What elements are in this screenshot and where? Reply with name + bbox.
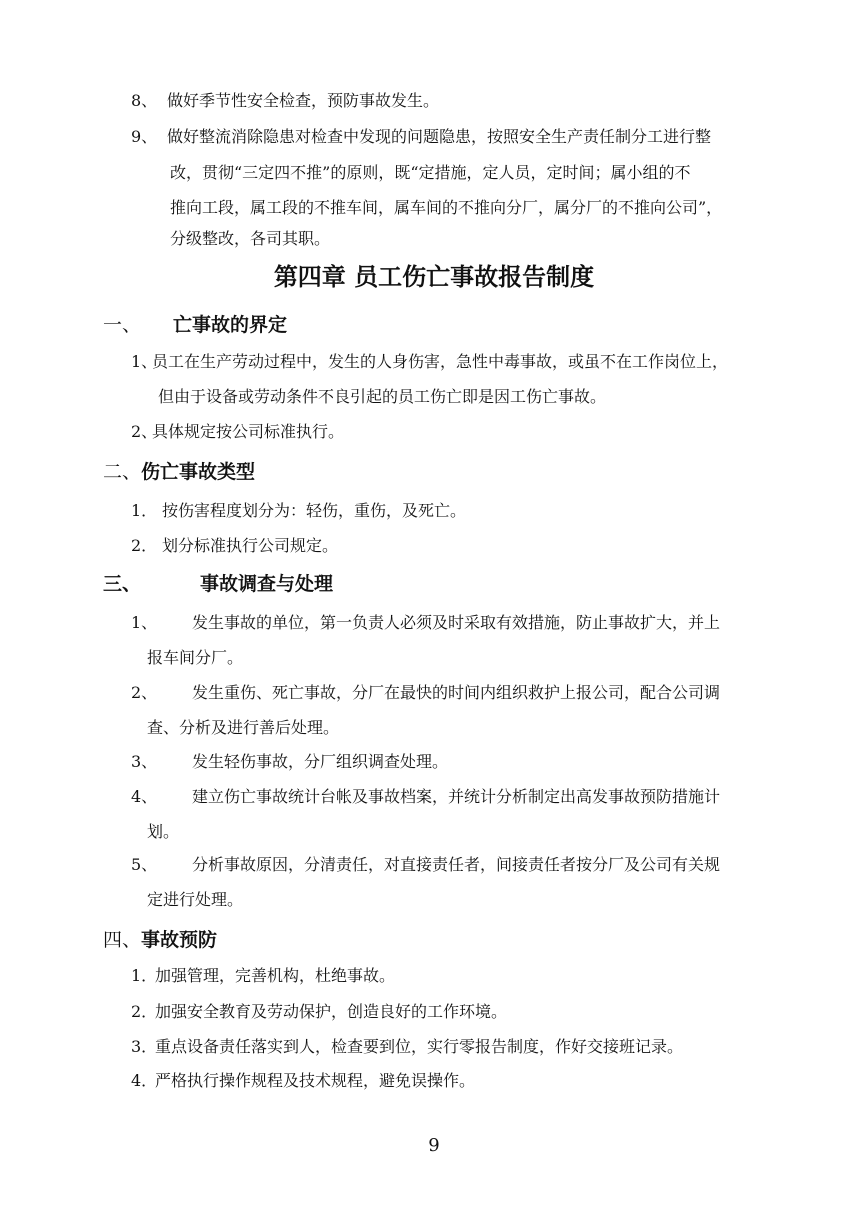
- item-number: 1、: [131, 352, 158, 371]
- item-number: 5、: [131, 855, 158, 874]
- item-text: 员工在生产劳动过程中，发生的人身伤害，急性中毒事故，或虽不在工作岗位上，: [152, 352, 729, 371]
- section-number: 二、: [103, 461, 142, 483]
- item-number: 4．: [131, 1071, 158, 1090]
- section-title-text: 事故调查与处理: [200, 573, 334, 595]
- item-text: 加强管理，完善机构，杜绝事故。: [155, 966, 396, 985]
- item-text: 报车间分厂。: [147, 648, 244, 667]
- item-number: 2．: [131, 1002, 158, 1021]
- item-text: 做好季节性安全检查，预防事故发生。: [167, 91, 440, 110]
- item-text: 做好整流消除隐患对检查中发现的问题隐患，按照安全生产责任制分工进行整: [167, 127, 712, 146]
- section-number: 一、: [103, 314, 142, 336]
- item-text: 改，贯彻“三定四不推”的原则，既“定措施，定人员，定时间；属小组的不: [170, 163, 691, 182]
- item-text: 分级整改，各司其职。: [170, 229, 331, 248]
- section-heading: [103, 928, 217, 952]
- item-number: 2、: [131, 422, 158, 441]
- item-number: 4、: [131, 787, 158, 806]
- item-number: 3、: [131, 752, 158, 771]
- item-text: 发生事故的单位，第一负责人必须及时采取有效措施，防止事故扩大，并上: [192, 613, 721, 632]
- item-text: 查、分析及进行善后处理。: [147, 718, 340, 737]
- item-text: 具体规定按公司标准执行。: [152, 422, 345, 441]
- item-text: 分析事故原因，分清责任，对直接责任者，间接责任者按分厂及公司有关规: [192, 855, 721, 874]
- item-text: 加强安全教育及劳动保护，创造良好的工作环境。: [155, 1002, 508, 1021]
- section-heading: [103, 313, 141, 337]
- section-title: [200, 572, 333, 596]
- item-text: 严格执行操作规程及技术规程，避免误操作。: [155, 1071, 476, 1090]
- item-text: 推向工段，属工段的不推车间，属车间的不推向分厂，属分厂的不推向公司”，: [170, 198, 723, 217]
- item-text: 发生轻伤事故，分厂组织调查处理。: [192, 752, 449, 771]
- item-text: 划分标准执行公司规定。: [162, 536, 339, 555]
- item-number: 1．: [131, 501, 158, 520]
- section-number: 四、: [103, 929, 142, 951]
- page-number: 9: [428, 1135, 440, 1156]
- section-title: [173, 313, 287, 337]
- item-number: 1．: [131, 966, 158, 985]
- item-text: 按伤害程度划分为：轻伤，重伤，及死亡。: [162, 501, 467, 520]
- item-text: 划。: [147, 822, 180, 841]
- item-text: 发生重伤、死亡事故，分厂在最快的时间内组织救护上报公司，配合公司调: [192, 683, 721, 702]
- item-text: 重点设备责任落实到人，检查要到位，实行零报告制度，作好交接班记录。: [155, 1037, 684, 1056]
- item-number: 1、: [131, 613, 158, 632]
- item-text: 定进行处理。: [147, 890, 244, 909]
- item-number: 3．: [131, 1037, 158, 1056]
- item-number: 8、: [131, 91, 158, 110]
- section-title-text: 亡事故的界定: [173, 314, 288, 336]
- item-text: 但由于设备或劳动条件不良引起的员工伤亡即是因工伤亡事故。: [158, 387, 607, 406]
- chapter-title: 第四章 员工伤亡事故报告制度: [273, 263, 595, 291]
- item-text: 建立伤亡事故统计台帐及事故档案，并统计分析制定出高发事故预防措施计: [192, 787, 721, 806]
- section-heading: [103, 572, 141, 596]
- item-number: 2．: [131, 536, 158, 555]
- section-number: 三、: [103, 573, 142, 595]
- section-title-text: 事故预防: [141, 929, 218, 951]
- section-heading: [103, 460, 255, 484]
- item-number: 9、: [131, 127, 158, 146]
- item-number: 2、: [131, 683, 158, 702]
- section-title-text: 伤亡事故类型: [141, 461, 256, 483]
